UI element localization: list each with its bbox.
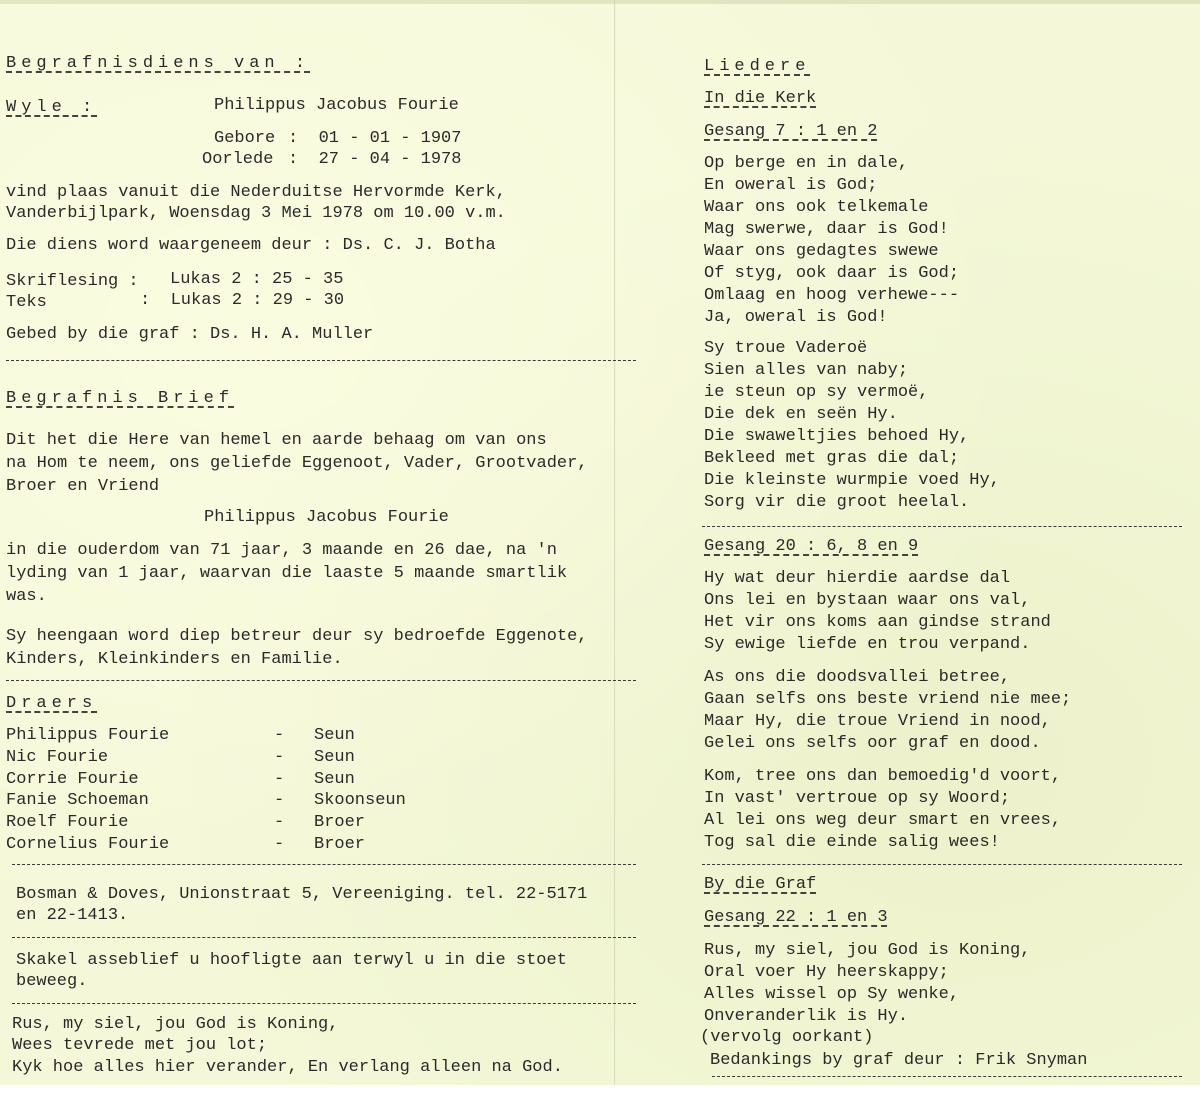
church-heading: In die Kerk xyxy=(704,89,817,108)
verse-line: Sy troue Vaderoë xyxy=(704,339,868,358)
bearer-name: Fanie Schoeman xyxy=(6,791,149,810)
verse-line: Maar Hy, die troue Vriend in nood, xyxy=(704,712,1051,731)
verse-line: Hy wat deur hierdie aardse dal xyxy=(704,569,1011,588)
closing-verse-line-3: Kyk hoe alles hier verander, En verlang alleen na God. xyxy=(12,1058,563,1077)
verse-line: Alles wissel op Sy wenke, xyxy=(704,985,960,1004)
verse-line: ie steun op sy vermoë, xyxy=(704,383,929,402)
born-label: Gebore xyxy=(214,129,276,148)
officiant: Die diens word waargeneem deur : Ds. C. J. Botha xyxy=(6,236,496,255)
bearer-relation: Broer xyxy=(314,835,366,854)
wyle-label: Wyle : xyxy=(6,98,98,117)
reading-reference: Lukas 2 : 25 - 35 xyxy=(170,270,344,289)
bearer-name: Roelf Fourie xyxy=(6,813,129,832)
notice-line-1: Skakel asseblief u hoofligte aan terwyl u in die stoet xyxy=(16,951,567,970)
bearer-dash: - xyxy=(274,813,285,832)
died-date: : 27 - 04 - 1978 xyxy=(288,150,462,169)
reading-label: Skriflesing : xyxy=(6,272,139,291)
verse-line: In vast' vertroue op sy Woord; xyxy=(704,789,1011,808)
verse-line: Sy ewige liefde en trou verpand. xyxy=(704,635,1031,654)
verse-line: Of styg, ook daar is God; xyxy=(704,264,960,283)
separator xyxy=(702,526,1182,527)
born-date: : 01 - 01 - 1907 xyxy=(288,129,462,148)
text-reference: : Lukas 2 : 29 - 30 xyxy=(140,291,345,310)
separator xyxy=(702,864,1182,865)
undertaker-line-2: en 22-1413. xyxy=(16,906,129,925)
verse-line: Die swaweltjies behoed Hy, xyxy=(704,427,970,446)
separator xyxy=(12,864,636,865)
bearers-heading: Draers xyxy=(6,694,98,713)
letter-heading: Begrafnis Brief xyxy=(6,389,235,408)
text-label: Teks xyxy=(6,293,47,312)
bearer-dash: - xyxy=(274,726,285,745)
verse-line: Sorg vir die groot heelal. xyxy=(704,493,970,512)
hymn-2-title: Gesang 20 : 6, 8 en 9 xyxy=(704,537,919,556)
bearer-relation: Skoonseun xyxy=(314,791,406,810)
separator xyxy=(712,1076,1182,1077)
verse-line: Onveranderlik is Hy. xyxy=(704,1007,909,1026)
letter-line-7: Sy heengaan word diep betreur deur sy bedroefde Eggenote, xyxy=(6,627,588,646)
letter-line-4: in die ouderdom van 71 jaar, 3 maande en 26 dae, na 'n xyxy=(6,541,557,560)
verse-line: Het vir ons koms aan gindse strand xyxy=(704,613,1051,632)
verse-line: Gaan selfs ons beste vriend nie mee; xyxy=(704,690,1072,709)
verse-line: Tog sal die einde salig wees! xyxy=(704,833,1000,852)
letter-deceased-name: Philippus Jacobus Fourie xyxy=(204,508,449,527)
deceased-name: Philippus Jacobus Fourie xyxy=(214,96,459,115)
verse-line: Gelei ons selfs oor graf en dood. xyxy=(704,734,1041,753)
letter-line-2: na Hom te neem, ons geliefde Eggenoot, Vader, Grootvader, xyxy=(6,454,588,473)
continued-note: (vervolg oorkant) xyxy=(700,1028,874,1047)
hymn-3-title: Gesang 22 : 1 en 3 xyxy=(704,908,888,927)
bearer-dash: - xyxy=(274,791,285,810)
venue-line-1: vind plaas vanuit die Nederduitse Hervormde Kerk, xyxy=(6,183,506,202)
songs-heading: Liedere xyxy=(704,57,811,76)
verse-line: Al lei ons weg deur smart en vrees, xyxy=(704,811,1062,830)
verse-line: Sien alles van naby; xyxy=(704,361,909,380)
verse-line: Kom, tree ons dan bemoedig'd voort, xyxy=(704,767,1062,786)
separator xyxy=(12,1003,636,1004)
paper-crease-top xyxy=(0,0,1200,4)
bearer-relation: Seun xyxy=(314,770,355,789)
verse-line: Rus, my siel, jou God is Koning, xyxy=(704,941,1031,960)
hymn-1-title: Gesang 7 : 1 en 2 xyxy=(704,122,878,141)
bearer-relation: Seun xyxy=(314,726,355,745)
verse-line: En oweral is God; xyxy=(704,176,878,195)
verse-line: Bekleed met gras die dal; xyxy=(704,449,960,468)
letter-line-8: Kinders, Kleinkinders en Familie. xyxy=(6,650,343,669)
service-heading: Begrafnisdiens van : xyxy=(6,54,311,73)
undertaker-line-1: Bosman & Doves, Unionstraat 5, Vereeniging. tel. 22-5171 xyxy=(16,885,588,904)
closing-verse-line-1: Rus, my siel, jou God is Koning, xyxy=(12,1015,339,1034)
verse-line: Oral voer Hy heerskappy; xyxy=(704,963,949,982)
bearer-dash: - xyxy=(274,835,285,854)
died-label: Oorlede xyxy=(202,150,274,169)
verse-line: Waar ons ook telkemale xyxy=(704,198,929,217)
verse-line: Ja, oweral is God! xyxy=(704,308,888,327)
letter-line-5: lyding van 1 jaar, waarvan die laaste 5 maande smartlik xyxy=(6,564,568,583)
letter-line-6: was. xyxy=(6,587,47,606)
verse-line: Die dek en seën Hy. xyxy=(704,405,898,424)
bearer-dash: - xyxy=(274,748,285,767)
grave-heading: By die Graf xyxy=(704,875,817,894)
closing-verse-line-2: Wees tevrede met jou lot; xyxy=(12,1036,268,1055)
bearer-name: Cornelius Fourie xyxy=(6,835,170,854)
bearer-name: Nic Fourie xyxy=(6,748,109,767)
verse-line: Omlaag en hoog verhewe--- xyxy=(704,286,960,305)
letter-line-3: Broer en Vriend xyxy=(6,477,160,496)
verse-line: Op berge en in dale, xyxy=(704,154,909,173)
verse-line: Die kleinste wurmpie voed Hy, xyxy=(704,471,1000,490)
grave-prayer: Gebed by die graf : Ds. H. A. Muller xyxy=(6,325,374,344)
separator xyxy=(6,680,636,681)
bearer-dash: - xyxy=(274,770,285,789)
separator xyxy=(6,360,636,361)
bearer-relation: Seun xyxy=(314,748,355,767)
verse-line: Ons lei en bystaan waar ons val, xyxy=(704,591,1031,610)
bearer-relation: Broer xyxy=(314,813,366,832)
verse-line: Mag swerwe, daar is God! xyxy=(704,220,949,239)
verse-line: Waar ons gedagtes swewe xyxy=(704,242,939,261)
verse-line: As ons die doodsvallei betree, xyxy=(704,668,1011,687)
bearer-name: Philippus Fourie xyxy=(6,726,170,745)
separator xyxy=(12,937,636,938)
venue-line-2: Vanderbijlpark, Woensdag 3 Mei 1978 om 10.00 v.m. xyxy=(6,204,506,223)
bearer-name: Corrie Fourie xyxy=(6,770,139,789)
paper-fold-line xyxy=(614,0,616,1085)
thanks-line: Bedankings by graf deur : Frik Snyman xyxy=(710,1051,1088,1070)
notice-line-2: beweeg. xyxy=(16,972,88,991)
letter-line-1: Dit het die Here van hemel en aarde behaag om van ons xyxy=(6,431,547,450)
